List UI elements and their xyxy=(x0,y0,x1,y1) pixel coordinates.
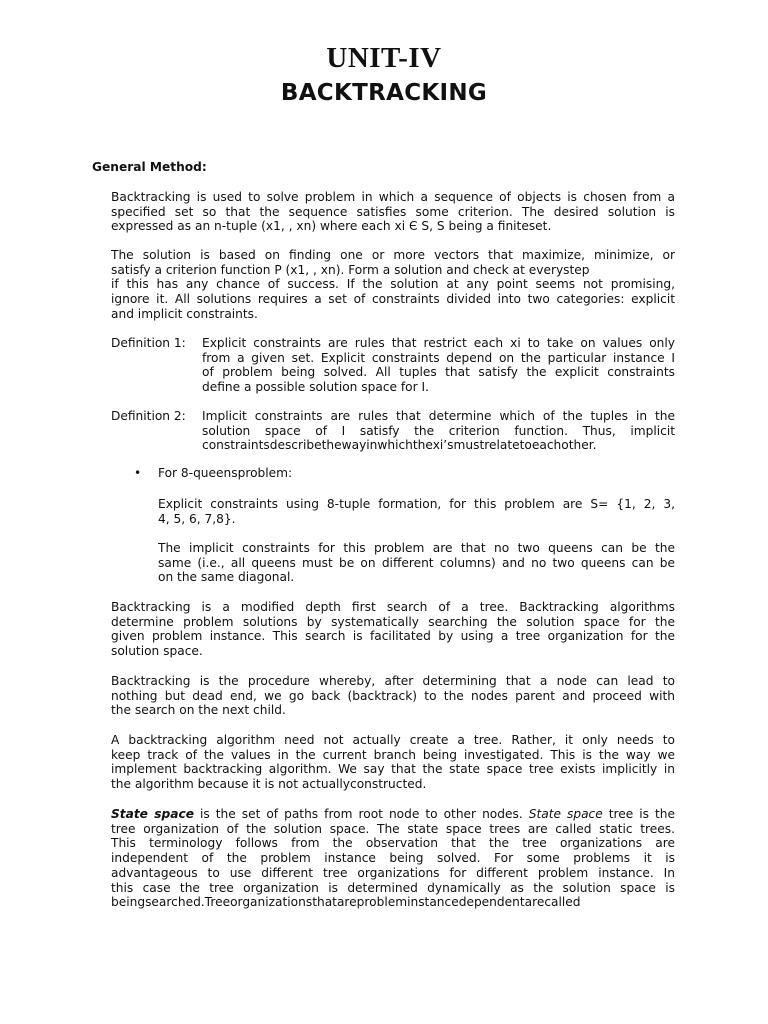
text-line: independent of the problem instance being solved. For some problems it is xyxy=(111,851,675,866)
definition-1-label: Definition 1: xyxy=(111,336,186,350)
bullet-text: For 8-queensproblem: xyxy=(158,466,293,480)
text-line: Explicit constraints are rules that restrict each xi to take on values only xyxy=(202,336,675,350)
definition-1 xyxy=(111,336,675,395)
definition-2-label: Definition 2: xyxy=(111,409,186,423)
text-line: specified set so that the sequence satisfies some criterion. The desired solution is xyxy=(111,204,675,219)
text-line: given problem instance. This search is facilitated by using a tree organization for the xyxy=(111,629,675,644)
text-fragment: tree is the xyxy=(602,807,675,821)
text-line: keep track of the values in the current branch being investigated. This is the way we xyxy=(111,747,675,762)
intro-paragraph xyxy=(111,190,675,234)
implicit-tree-paragraph xyxy=(111,733,675,792)
section-heading: General Method: xyxy=(92,160,207,174)
text-line: This terminology follows from the observation that the tree organizations are xyxy=(111,836,675,851)
text-line: the search on the next child. xyxy=(111,703,286,718)
text-line xyxy=(111,807,675,822)
text-line: if this has any chance of success. If the solution at any point seems not promising, xyxy=(111,277,675,292)
text-line: same (i.e., all queens must be on different columns) and no two queens can be xyxy=(158,555,675,570)
unit-title: UNIT-IV xyxy=(326,42,442,74)
text-line: on the same diagonal. xyxy=(158,570,295,585)
text-fragment: is the set of paths from root node to other nodes. xyxy=(193,807,529,821)
text-line: the algorithm because it is not actuallyconstructed. xyxy=(111,777,427,792)
text-line: advantageous to use different tree organizations for different problem instance. In xyxy=(111,865,675,880)
explicit-constraints-paragraph xyxy=(158,497,675,526)
text-line: The solution is based on finding one or more vectors that maximize, minimize, or xyxy=(111,248,675,262)
text-line: Implicit constraints are rules that determine which of the tuples in the xyxy=(202,409,675,423)
text-line: solution space of I satisfy the criterion function. Thus, implicit xyxy=(202,423,675,438)
text-line: this case the tree organization is determined dynamically as the solution space is xyxy=(111,880,675,895)
text-line: satisfy a criterion function P (x1, , xn). Form a solution and check at everystep xyxy=(111,262,590,277)
state-space-term: State space xyxy=(528,807,603,821)
text-line: solution space. xyxy=(111,644,203,659)
text-line: constraintsdescribethewayinwhichthexi’smustrelatetoeachother. xyxy=(202,438,597,453)
state-space-paragraph xyxy=(111,807,675,910)
text-line: 4, 5, 6, 7,8}. xyxy=(158,511,236,526)
text-line: Backtracking is the procedure whereby, after determining that a node can lead to xyxy=(111,674,675,688)
text-line: and implicit constraints. xyxy=(111,306,258,321)
text-line: implement backtracking algorithm. We say that the state space tree exists implicitly in xyxy=(111,762,675,777)
state-space-term: State space xyxy=(111,807,194,821)
text-line: from a given set. Explicit constraints depend on the particular instance I xyxy=(202,350,675,365)
text-line: beingsearched.Treeorganizationsthatareprobleminstancedependentarecalled xyxy=(111,895,581,910)
depth-first-paragraph xyxy=(111,600,675,659)
text-line: determine problem solutions by systematically searching the solution space for the xyxy=(111,614,675,629)
text-line: The implicit constraints for this problem are that no two queens can be the xyxy=(158,541,675,555)
chapter-title: BACKTRACKING xyxy=(280,80,488,106)
text-line: A backtracking algorithm need not actually create a tree. Rather, it only needs to xyxy=(111,733,675,747)
text-line: Backtracking is used to solve problem in which a sequence of objects is chosen from a xyxy=(111,190,675,204)
solution-paragraph xyxy=(111,248,675,322)
text-line: nothing but dead end, we go back (backtrack) to the nodes parent and proceed with xyxy=(111,688,675,703)
text-line: of problem being solved. All tuples that satisfy the explicit constraints xyxy=(202,365,675,380)
text-line: define a possible solution space for I. xyxy=(202,380,429,395)
text-line: tree organization of the solution space. The state space trees are called static trees. xyxy=(111,821,675,836)
procedure-paragraph xyxy=(111,674,675,718)
text-line: Backtracking is a modified depth first search of a tree. Backtracking algorithms xyxy=(111,600,675,614)
text-line: Explicit constraints using 8-tuple formation, for this problem are S= {1, 2, 3, xyxy=(158,497,675,511)
bullet-item xyxy=(134,466,292,481)
text-line: expressed as an n-tuple (x1, , xn) where each xi Є S, S being a finiteset. xyxy=(111,219,552,234)
bullet-icon: • xyxy=(134,466,142,480)
implicit-constraints-paragraph xyxy=(158,541,675,585)
definition-2 xyxy=(111,409,675,453)
text-line: ignore it. All solutions requires a set of constraints divided into two categories: explicit xyxy=(111,292,675,307)
